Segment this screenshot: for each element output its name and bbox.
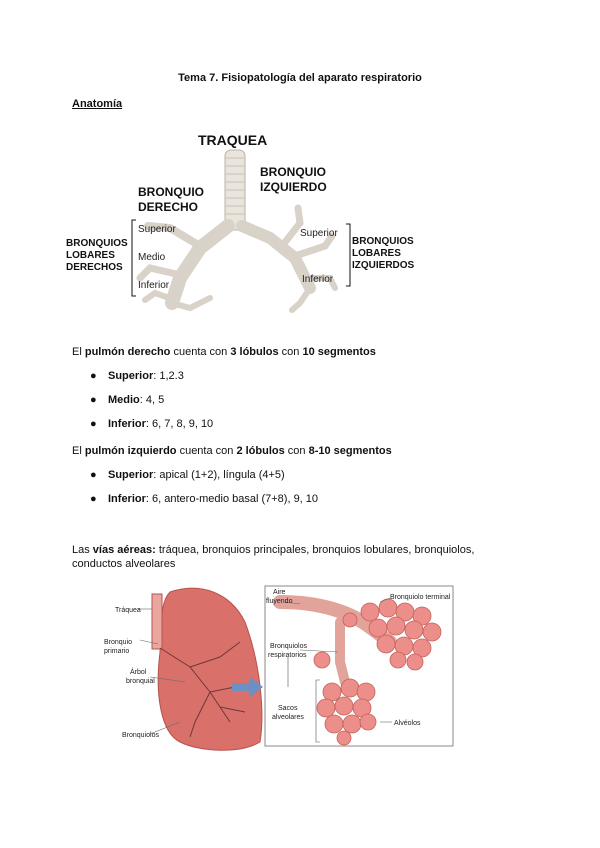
label-bronquio-primario-1: Bronquio	[104, 639, 133, 646]
trachea-illustration	[152, 594, 162, 649]
label-bronquio-derecho-1: BRONQUIO	[138, 185, 204, 199]
bullet-icon: ●	[90, 469, 97, 481]
bullet-icon: ●	[90, 493, 97, 505]
label-bronquio-izquierdo-2: IZQUIERDO	[260, 180, 327, 194]
label-bronquio-derecho-2: DERECHO	[138, 200, 199, 214]
lung-alveoli-diagram	[100, 582, 455, 757]
right-lung-paragraph: El pulmón derecho cuenta con 3 lóbulos con 10 segmentos	[72, 346, 376, 358]
label-lobares-izq-3: IZQUIERDOS	[352, 260, 415, 271]
list-item-inferior-derecho: Inferior: 6, 7, 8, 9, 10	[108, 418, 214, 430]
label-bronquiolos: Bronquiolos	[122, 732, 159, 739]
label-superior-izq: Superior	[300, 228, 338, 239]
section-heading-anatomia: Anatomía	[72, 98, 123, 110]
bullet-icon: ●	[90, 418, 97, 430]
bullet-icon: ●	[90, 370, 97, 382]
label-traquea: TRAQUEA	[198, 132, 268, 148]
list-item-superior-derecho: Superior: 1,2.3	[108, 370, 184, 382]
bullet-icon: ●	[90, 394, 97, 406]
list-item-superior-izquierdo: Superior: apical (1+2), língula (4+5)	[108, 469, 285, 481]
label-alveolos: Alvéolos	[394, 720, 421, 727]
label-bronquio-izquierdo-1: BRONQUIO	[260, 165, 326, 179]
label-sacos-1: Sacos	[278, 705, 298, 712]
label-medio: Medio	[138, 252, 166, 263]
label-sacos-2: alveolares	[272, 714, 304, 721]
lung-illustration	[158, 588, 262, 750]
bracket-right-lobes	[132, 220, 136, 296]
airways-paragraph: Las vías aéreas: tráquea, bronquios principales, bronquios lobulares, bronquiolos, conductos alveolares	[72, 544, 475, 570]
label-aire-1: Aire	[273, 589, 286, 596]
label-aire-2: fluyendo	[266, 598, 293, 605]
label-traquea: Tráquea	[115, 607, 141, 614]
label-lobares-izq-1: BRONQUIOS	[352, 236, 414, 247]
label-bronquio-primario-2: primario	[104, 648, 130, 655]
label-respiratorios-2: respiratorios	[268, 652, 307, 659]
label-inferior-izq: Inferior	[302, 274, 334, 285]
label-inferior-der: Inferior	[138, 280, 170, 291]
bracket-left-lobes	[346, 224, 350, 286]
label-superior-der: Superior	[138, 224, 176, 235]
label-lobares-izq-2: LOBARES	[352, 248, 401, 259]
label-respiratorios-1: Bronquiolos	[270, 643, 307, 650]
list-item-medio: Medio: 4, 5	[108, 394, 165, 406]
left-lung-paragraph: El pulmón izquierdo cuenta con 2 lóbulos con 8-10 segmentos	[72, 445, 392, 457]
label-lobares-der-3: DERECHOS	[66, 262, 123, 273]
label-arbol-2: bronquial	[126, 678, 155, 685]
list-item-inferior-izquierdo: Inferior: 6, antero-medio basal (7+8), 9, 10	[108, 493, 319, 505]
label-bronquiolo-terminal: Bronquiolo terminal	[390, 594, 451, 601]
label-arbol-1: Árbol	[130, 669, 147, 676]
bronchial-tree-diagram	[60, 128, 430, 318]
page-title: Tema 7. Fisiopatología del aparato respiratorio	[178, 72, 422, 84]
label-lobares-der-1: BRONQUIOS	[66, 238, 128, 249]
label-lobares-der-2: LOBARES	[66, 250, 115, 261]
